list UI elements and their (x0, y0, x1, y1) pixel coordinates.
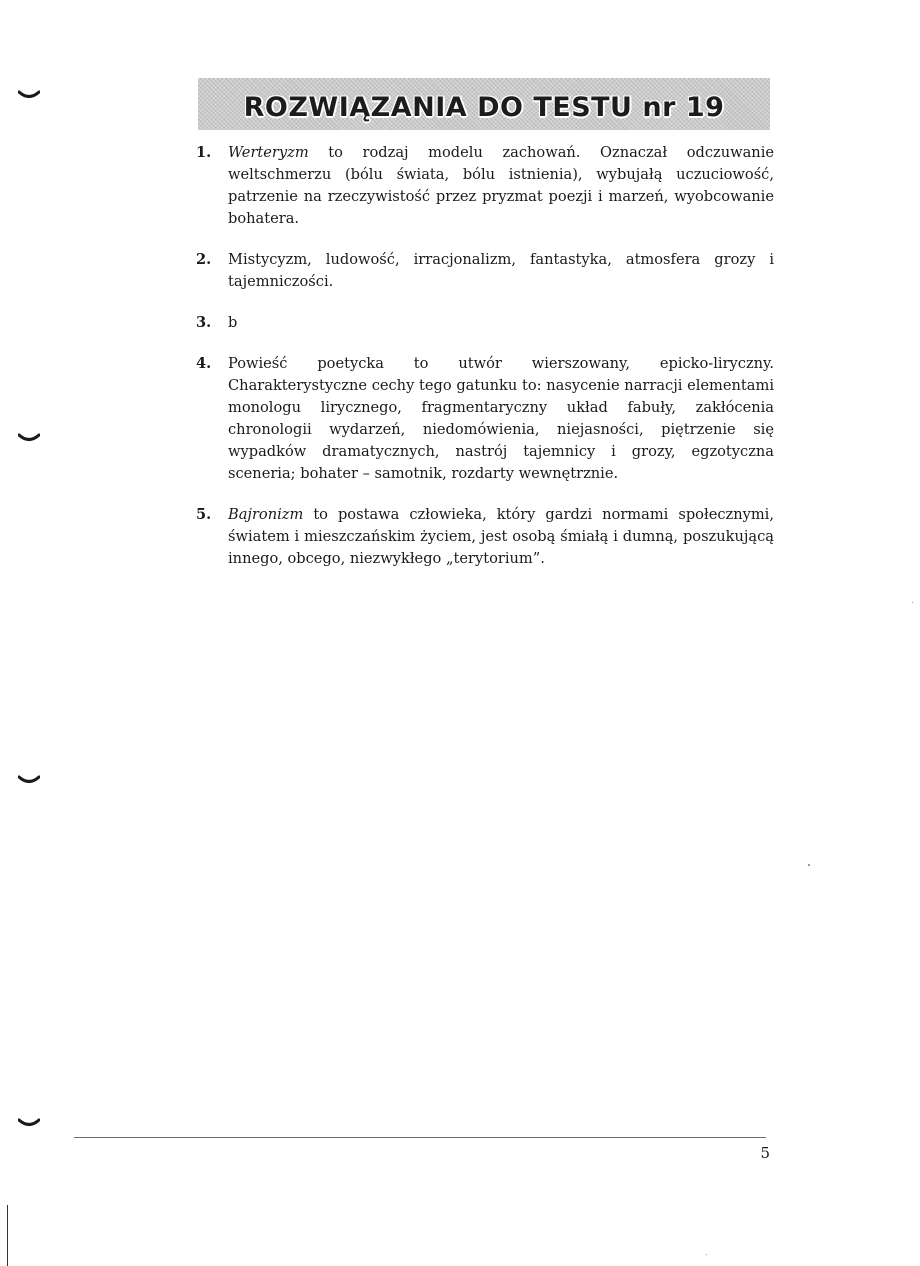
binder-hole-mark (18, 1118, 40, 1128)
answer-text (228, 504, 774, 570)
answer-item (196, 142, 774, 230)
answer-text (228, 312, 774, 334)
answer-item (196, 312, 774, 334)
answer-item (196, 249, 774, 293)
answer-term: Werteryzm (228, 144, 309, 161)
answer-number: 2. (196, 251, 212, 268)
answer-number: 1. (196, 144, 212, 161)
answer-item (196, 353, 774, 485)
binder-hole-mark (18, 775, 40, 785)
answer-item (196, 504, 774, 570)
answer-content: Powieść poetycka to utwór wierszowany, epicko-liryczny. Charakterystyczne cechy tego gatunku to: nasycenie narracji elementami monologu lirycznego, fragmentaryczny układ fabuły, zakłócenia chronologii wydarzeń, niedomówienia, niejasności, piętrzenie się wypadków dramatycznych, nastrój tajemnicy i grozy, egzotyczna sceneria; bohater – samotnik, rozdarty wewnętrznie. (228, 355, 774, 482)
answer-number: 3. (196, 314, 212, 331)
page-title: ROZWIĄZANIA DO TESTU nr 19 (243, 91, 725, 123)
answers-list (196, 142, 774, 570)
binder-hole-mark (18, 90, 40, 100)
scan-speck (808, 864, 810, 866)
scan-edge-line (7, 1205, 8, 1266)
answer-content: to postawa człowieka, który gardzi normami społecznymi, światem i mieszczańskim życiem, jest osobą śmiałą i dumną, poszukującą innego, obcego, niezwykłego „terytorium”. (228, 506, 774, 567)
answer-content: b (228, 314, 238, 331)
title-banner (198, 78, 770, 130)
footer-rule (74, 1137, 766, 1138)
answer-content: to rodzaj modelu zachowań. Oznaczał odczuwanie weltschmerzu (bólu świata, bólu istnienia), wybujałą uczuciowość, patrzenie na rzeczywistość przez pryzmat poezji i marzeń, wyobcowanie bohatera. (228, 144, 774, 227)
scan-speck (912, 602, 913, 603)
answer-content: Mistycyzm, ludowość, irracjonalizm, fantastyka, atmosfera grozy i tajemniczości. (228, 251, 774, 290)
answer-number: 4. (196, 355, 212, 372)
scan-speck (706, 1254, 707, 1255)
page-number: 5 (760, 1144, 770, 1162)
answer-text (228, 142, 774, 230)
answer-text (228, 353, 774, 485)
answer-text (228, 249, 774, 293)
answer-term: Bajronizm (228, 506, 304, 523)
answer-number: 5. (196, 506, 212, 523)
binder-hole-mark (18, 433, 40, 443)
